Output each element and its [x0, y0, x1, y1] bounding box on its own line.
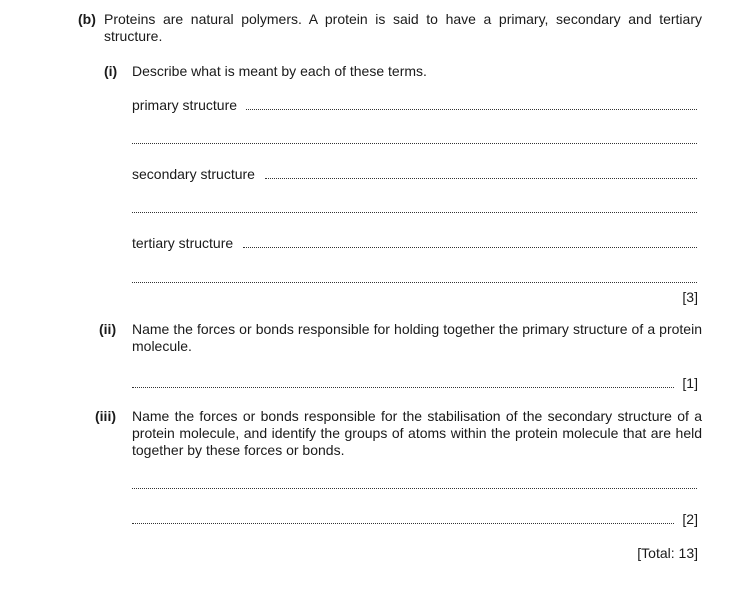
- tertiary-structure-label: tertiary structure: [132, 235, 234, 251]
- question-i-label: (i): [104, 63, 118, 79]
- question-ii-label: (ii): [99, 321, 117, 337]
- part-b-intro: Proteins are natural polymers. A protein is said to have a primary, secondary and tertiary structure.: [104, 11, 702, 44]
- primary-answer-line-2[interactable]: [132, 143, 697, 144]
- question-iii-answer-line-2[interactable]: [132, 523, 674, 524]
- tertiary-answer-line-2[interactable]: [132, 282, 697, 283]
- question-iii-label: (iii): [95, 408, 116, 424]
- question-ii-answer-line[interactable]: [132, 387, 674, 388]
- question-ii-marks: [1]: [682, 375, 698, 391]
- secondary-structure-label: secondary structure: [132, 166, 255, 182]
- tertiary-answer-line-1[interactable]: [243, 247, 697, 248]
- total-marks: [Total: 13]: [637, 545, 698, 561]
- question-i-text: Describe what is meant by each of these terms.: [132, 63, 427, 79]
- question-i-marks: [3]: [682, 289, 698, 305]
- part-b-label: (b): [78, 11, 96, 27]
- primary-answer-line-1[interactable]: [246, 109, 697, 110]
- question-iii-answer-line-1[interactable]: [132, 488, 697, 489]
- question-iii-marks: [2]: [682, 511, 698, 527]
- primary-structure-label: primary structure: [132, 97, 238, 113]
- secondary-answer-line-2[interactable]: [132, 212, 697, 213]
- secondary-answer-line-1[interactable]: [265, 178, 697, 179]
- question-iii-text: Name the forces or bonds responsible for the stabilisation of the secondary structure of a protein molecule, and identify the groups of atoms within the protein molecule that are held together by these forces or bonds.: [132, 408, 702, 458]
- question-ii-text: Name the forces or bonds responsible for holding together the primary structure of a protein molecule.: [132, 321, 702, 354]
